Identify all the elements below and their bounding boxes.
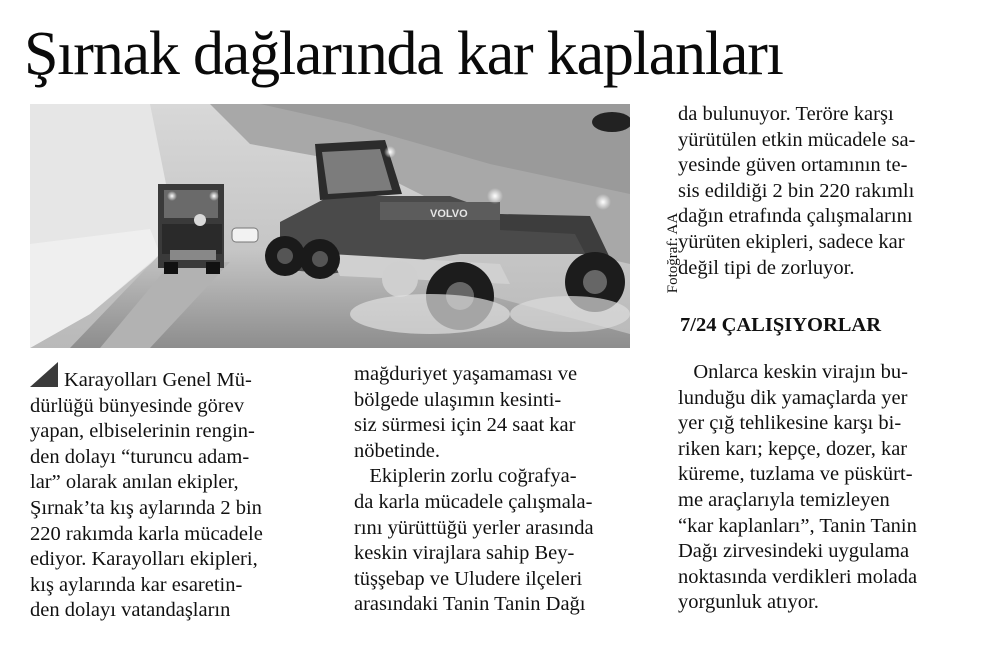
text-line: yer çığ tehlikesine karşı bi- xyxy=(678,412,902,435)
text-line: mağduriyet yaşamaması ve xyxy=(354,363,578,385)
truck-shape xyxy=(158,184,224,274)
text-line: lunduğu dik yamaçlarda yer xyxy=(678,386,908,409)
text-line: dürlüğü bünyesinde görev xyxy=(30,394,245,417)
grader-brand-label: VOLVO xyxy=(430,208,468,220)
article-column-3-continued xyxy=(678,360,978,616)
text-line: Karayolları Genel Mü- xyxy=(30,362,322,394)
text-line: rını yürüttüğü yerler arasında xyxy=(354,516,594,539)
text-line: yürütülen etkin mücadele sa- xyxy=(678,128,916,151)
text-line: lar” olarak anılan ekipler, xyxy=(30,471,239,494)
news-photo xyxy=(30,104,630,348)
article-column-1 xyxy=(30,362,322,624)
photo-credit: Fotoğraf: AA xyxy=(665,212,681,294)
section-subheading: 7/24 ÇALIŞIYORLAR xyxy=(680,314,882,336)
snow-plow-scene xyxy=(30,104,630,348)
article-column-3 xyxy=(678,102,978,281)
text-line: sis edildiği 2 bin 220 rakımlı xyxy=(678,179,915,202)
text-line: siz sürmesi için 24 saat kar xyxy=(354,414,576,437)
text-line: den dolayı vatandaşların xyxy=(30,599,231,622)
text-line: Ekiplerin zorlu coğrafya- xyxy=(354,465,577,488)
text-line: ediyor. Karayolları ekipleri, xyxy=(30,548,258,571)
text-line: den dolayı “turuncu adam- xyxy=(30,445,250,468)
text-line: bölgede ulaşımın kesinti- xyxy=(354,388,562,411)
text-line: küreme, tuzlama ve püskürt- xyxy=(678,463,913,486)
text-line: da karla mücadele çalışmala- xyxy=(354,490,593,513)
article-column-2 xyxy=(354,362,646,618)
text-line: yesinde güven ortamının te- xyxy=(678,154,908,177)
text-line: Onlarca keskin virajın bu- xyxy=(678,361,908,383)
text-line: da bulunuyor. Teröre karşı xyxy=(678,103,894,125)
text-line: me araçlarıyla temizleyen xyxy=(678,488,890,511)
text-line: yapan, elbiselerinin rengin- xyxy=(30,420,255,443)
text-line: arasındaki Tanin Tanin Dağı xyxy=(354,593,586,616)
text-line: kış aylarında kar esaretin- xyxy=(30,573,243,596)
text-line: değil tipi de zorluyor. xyxy=(678,256,855,279)
text-line: Şırnak’ta kış aylarında 2 bin xyxy=(30,496,262,519)
text-line: dağın etrafında çalışmalarını xyxy=(678,205,913,228)
headline: Şırnak dağlarında kar kaplanları xyxy=(24,20,783,88)
text-line: noktasında verdikleri molada xyxy=(678,565,918,588)
text-line: 220 rakımda karla mücadele xyxy=(30,522,263,545)
text-line: tüşşebap ve Uludere ilçeleri xyxy=(354,567,583,590)
text-line: Dağı zirvesindeki uygulama xyxy=(678,540,910,563)
text-line: yorgunluk atıyor. xyxy=(678,591,819,614)
section-marker-icon xyxy=(30,362,58,387)
text-line: keskin virajlara sahip Bey- xyxy=(354,542,575,565)
text-line: yürüten ekipleri, sadece kar xyxy=(678,230,905,253)
text-line: nöbetinde. xyxy=(354,439,440,462)
text-line: “kar kaplanları”, Tanin Tanin xyxy=(678,514,917,537)
text-line: riken karı; kepçe, dozer, kar xyxy=(678,437,908,460)
